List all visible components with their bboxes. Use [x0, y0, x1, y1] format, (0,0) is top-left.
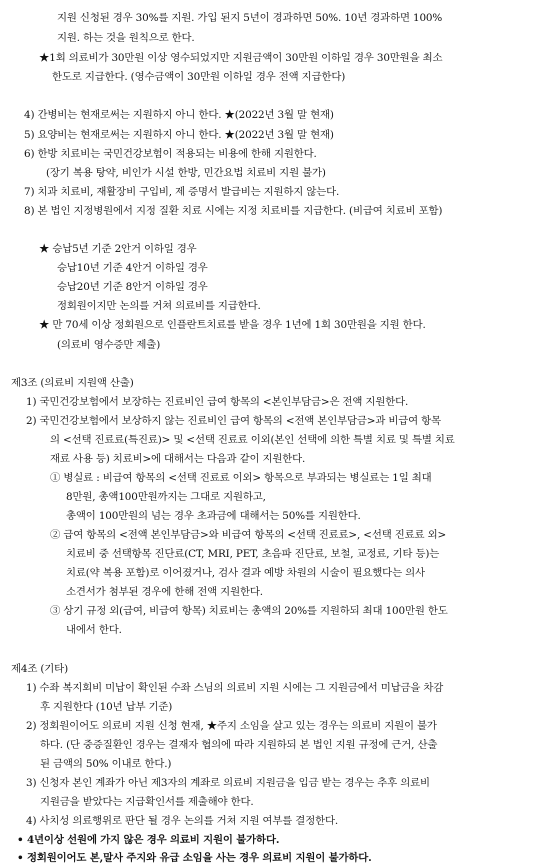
article-4-line: 된 금액의 50% 이내로 한다.) — [40, 758, 172, 770]
star-note: 정회원이지만 논의를 거쳐 의료비를 지급한다. — [57, 300, 261, 312]
intro-line: ★1회 의료비가 30만원 이상 영수되었지만 지원금액이 30만원 이하일 경우 30만원을 최소 — [39, 52, 443, 64]
rule-item-6-note: (장기 복용 탕약, 비인가 시설 한방, 민간요법 치료비 지원 불가) — [46, 167, 326, 179]
rule-item-8: 8) 본 법인 지정병원에서 지정 질환 치료 시에는 지정 치료비를 지급한다. (비급여 치료비 포함) — [24, 205, 443, 217]
star-note: (의료비 영수증만 제출) — [57, 339, 161, 351]
article-4-line: 하다. (단 중증질환인 경우는 결재자 협의에 따라 지원하되 본 법인 지원 규정에 근거, 산출 — [40, 739, 438, 751]
rule-item-5: 5) 요양비는 현재로써는 지원하지 아니 한다. ★(2022년 3월 말 현재) — [24, 129, 334, 141]
article-4-line: 1) 수좌 복지회비 미납이 확인된 수좌 스님의 의료비 지원 시에는 그 지원금에서 미납금을 차감 — [26, 682, 444, 694]
article-3-line: 소견서가 첨부된 경우에 한해 전액 지원한다. — [66, 586, 263, 598]
star-note: ★ 만 70세 이상 정회원으로 인플란트치료를 받을 경우 1년에 1회 30만원을 지원 한다. — [39, 319, 426, 331]
article-3-title: 제3조 (의료비 지원액 산출) — [11, 377, 134, 389]
intro-line: 지원. 하는 것을 원칙으로 한다. — [57, 32, 195, 44]
rule-item-7: 7) 치과 치료비, 재활장비 구입비, 제 증명서 발급비는 지원하지 않는다. — [24, 186, 340, 198]
star-note: 승납20년 기준 8안거 이하일 경우 — [57, 281, 208, 293]
article-3-line: 의 <선택 진료료(특진료)> 및 <선택 진료료 이외(본인 선택에 의한 특별 치료 및 특별 치료 — [50, 434, 455, 446]
article-4-line: 3) 신청자 본인 계좌가 아닌 제3자의 계좌로 의료비 지원금을 입금 받는 경우는 추후 의료비 — [26, 777, 430, 789]
intro-line: 한도로 지급한다. (영수금액이 30만원 이하일 경우 전액 지급한다) — [52, 71, 346, 83]
rule-item-4: 4) 간병비는 현재로써는 지원하지 아니 한다. ★(2022년 3월 말 현재) — [24, 109, 334, 121]
article-3-line: ① 병실료 : 비급여 항목의 <선택 진료료 이외> 항목으로 부과되는 병실료는 1일 최대 — [50, 472, 432, 484]
article-3-line: 1) 국민건강보험에서 보장하는 진료비인 급여 항목의 <본인부담금>은 전액 지원한다. — [26, 396, 409, 408]
intro-line: 지원 신청된 경우 30%를 지원. 가입 된지 5년이 경과하면 50%. 10년 경과하면 100% — [57, 12, 443, 24]
article-3-line: 2) 국민건강보험에서 보상하지 않는 진료비인 급여 항목의 <전액 본인부담금>과 비급여 항목 — [26, 415, 441, 427]
article-4-line: 4) 사치성 의료행위로 판단 될 경우 논의를 거쳐 지원 여부를 결정한다. — [26, 815, 339, 827]
article-3-line: ③ 상기 규정 외(급여, 비급여 항목) 치료비는 총액의 20%를 지원하되 최대 100만원 한도 — [50, 605, 448, 617]
article-3-line: 8만원, 총액100만원까지는 그대로 지원하고, — [66, 491, 266, 503]
article-4-title: 제4조 (기타) — [11, 663, 68, 675]
rule-item-6: 6) 한방 치료비는 국민건강보험이 적용되는 비용에 한해 지원한다. — [24, 148, 317, 160]
article-4-line: 2) 정회원이어도 의료비 지원 신청 현재, ★주지 소임을 살고 있는 경우는 의료비 지원이 불가 — [26, 720, 437, 732]
article-3-line: 내에서 한다. — [66, 624, 122, 636]
star-note: 승납10년 기준 4안거 이하일 경우 — [57, 262, 208, 274]
article-3-line: 재료 사용 등) 치료비>에 대해서는 다음과 같이 지원한다. — [50, 453, 306, 465]
article-3-line: 총액이 100만원의 넘는 경우 초과금에 대해서는 50%를 지원한다. — [66, 510, 361, 522]
article-3-line: 치료비 중 선택항목 진단료(CT, MRI, PET, 초음파 진단료, 보철, 교정료, 기타 등)는 — [66, 548, 440, 560]
star-note: ★ 승납5년 기준 2안거 이하일 경우 — [39, 243, 197, 255]
article-3-line: 치료(약 복용 포함)로 이어졌거나, 검사 결과 예방 차원의 시술이 필요했다는 의사 — [66, 567, 425, 579]
article-4-line: 후 지원한다 (10년 납부 기준) — [40, 701, 173, 713]
article-4-line: 지원금을 받았다는 지급확인서를 제출해야 한다. — [40, 796, 254, 808]
article-4-bullet: • 정회원이어도 본,말사 주지와 유급 소임을 사는 경우 의료비 지원이 불가하다. — [17, 852, 372, 864]
article-3-line: ② 급여 항목의 <전액 본인부담금>와 비급여 항목의 <선택 진료료>, <선택 진료료 외> — [50, 529, 447, 541]
article-4-bullet: • 4년이상 선원에 가지 않은 경우 의료비 지원이 불가하다. — [17, 834, 280, 846]
